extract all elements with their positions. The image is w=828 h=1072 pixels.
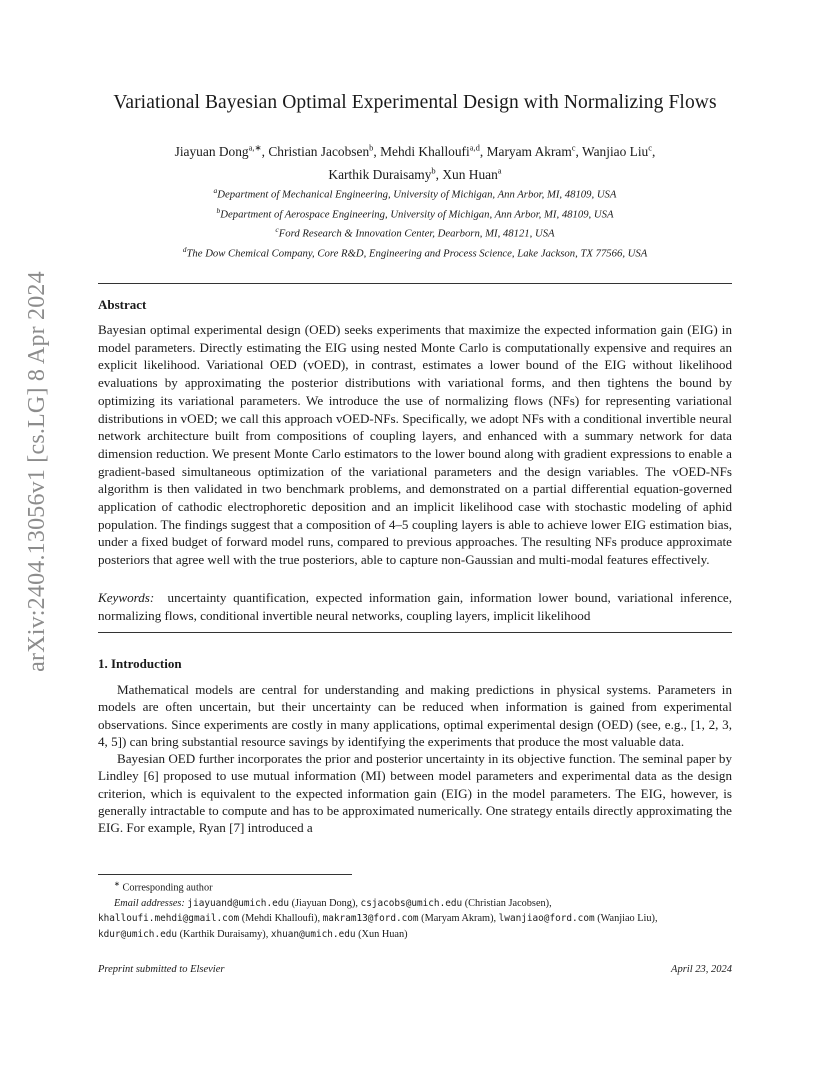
email-link[interactable]: kdur@umich.edu	[98, 928, 178, 940]
email-link[interactable]: khalloufi.mehdi@gmail.com	[98, 913, 240, 925]
email-entry: xhuan@umich.edu (Xun Huan)	[270, 928, 408, 940]
email-link[interactable]: jiayuand@umich.edu	[187, 897, 290, 909]
keywords-text: uncertainty quantification, expected information gain, information lower bound, variational inference, normalizing flows, conditional invertible neural networks, coupling layers, implicit likelihood	[98, 590, 733, 623]
affiliation-list	[98, 183, 732, 261]
abstract-bottom-rule	[98, 632, 732, 633]
abstract-text: Bayesian optimal experimental design (OED) seeks experiments that maximize the expected information gain (EIG) in model parameters. Directly estimating the EIG using nested Monte Carlo is computationally expensive and requires an explicit likelihood. Variational OED (vOED), in contrast, estimates a lower bound of the EIG without likelihood evaluations by approximating the posterior distributions with variational forms, and then tightens the bound by optimizing its variational parameters. We introduce the use of normalizing flows (NFs) for representing variational distributions in vOED; we call this approach vOED-NFs. Specifically, we adopt NFs with a conditional invertible neural network architecture built from compositions of coupling layers, and enhanced with a summary network for data dimension reduction. We present Monte Carlo estimators to the lower bound along with gradient expressions to enable a gradient-based simultaneous optimization of the variational parameters and the design variables. The vOED-NFs algorithm is then validated in two benchmark problems, and demonstrated on a partial differential equation-governed application of cathodic electrophoretic deposition and an implicit likelihood case with stochastic modeling of aphid population. The findings suggest that a composition of 4–5 coupling layers is able to achieve lower EIG estimation bias, under a fixed budget of forward model runs, compared to previous approaches. The resulting NFs produce approximate posteriors that agree well with the true posteriors, able to capture non-Gaussian and multi-modal features effectively.	[98, 322, 732, 568]
email-link[interactable]: makram13@ford.com	[322, 913, 419, 925]
email-entry: csjacobs@umich.edu (Christian Jacobsen),	[360, 897, 552, 909]
paragraph: Mathematical models are central for understanding and making predictions in physical systems. Parameters in models are often uncertain, but their uncertainty can be reduced when information is gained from experimental observations. Since experiments are costly in many applications, optimal experimental design (OED) (see, e.g., [1, 2, 3, 4, 5]) can bring substantial resource savings by identifying the experiments that produce the most valuable data.	[98, 682, 732, 749]
email-entry: makram13@ford.com (Maryam Akram),	[322, 913, 499, 925]
email-entry: khalloufi.mehdi@gmail.com (Mehdi Khalloufi),	[98, 913, 323, 925]
paragraph: Bayesian OED further incorporates the prior and posterior uncertainty in its objective function. The seminal paper by Lindley [6] proposed to use mutual information (MI) between model parameters and experimental data as the design criterion, which is equivalent to the expected information gain (EIG) in the model parameters. The EIG, however, is generally intractable to compute and has to be approximated numerically. One strategy entails directly approximating the EIG. For example, Ryan [7] introduced a	[98, 751, 732, 836]
introduction-body	[98, 681, 732, 837]
abstract-top-rule	[98, 283, 732, 284]
email-entry: lwanjiao@ford.com (Wanjiao Liu),	[498, 913, 658, 925]
section-heading: 1. Introduction	[98, 656, 182, 671]
email-link[interactable]: csjacobs@umich.edu	[360, 897, 463, 909]
email-link[interactable]: xhuan@umich.edu	[270, 928, 356, 940]
affiliation: $^b$Department of Aerospace Engineering, University of Michigan, Ann Arbor, MI, 48109, USA	[216, 205, 614, 221]
author: Karthik Duraisamy$^b$,	[328, 165, 443, 182]
email-entry: jiayuand@umich.edu (Jiayuan Dong),	[187, 897, 361, 909]
author: Jiayuan Dong$^{a,∗}$,	[174, 143, 269, 160]
corresponding-author-note: ∗ Corresponding author	[114, 880, 213, 894]
author: Mehdi Khalloufi$^{a,d}$,	[380, 143, 487, 160]
affiliation: $^a$Department of Mechanical Engineering, University of Michigan, Ann Arbor, MI, 48109, USA	[213, 186, 617, 201]
email-list: Email addresses: jiayuand@umich.edu (Jiayuan Dong), csjacobs@umich.edu (Christian Jacobsen), khalloufi.mehdi@gmail.com (Mehdi Khalloufi), makram13@ford.com (Maryam Akram), lwanjiao@ford.com (Wanjiao Liu), kdur@umich.edu (Karthik Duraisamy), xhuan@umich.edu (Xun Huan)	[98, 897, 658, 940]
arxiv-sidebar-stamp	[22, 271, 52, 672]
affiliation: $^c$Ford Research & Innovation Center, Dearborn, MI, 48121, USA	[275, 225, 555, 240]
author: Wanjiao Liu$^c$,	[582, 143, 656, 160]
abstract-heading: Abstract	[98, 297, 147, 312]
affiliation: $^d$The Dow Chemical Company, Core R&D, Engineering and Process Science, Lake Jackson, TX 77566, USA	[182, 244, 648, 260]
keywords	[98, 589, 732, 624]
arxiv-identifier: arXiv:2404.13056v1 [cs.LG] 8 Apr 2024	[23, 271, 50, 672]
email-entry: kdur@umich.edu (Karthik Duraisamy),	[98, 928, 271, 940]
author-list	[98, 139, 732, 184]
footnote	[98, 877, 732, 942]
email-link[interactable]: lwanjiao@ford.com	[498, 913, 595, 925]
footer-preprint-note: Preprint submitted to Elsevier	[98, 964, 225, 975]
footnote-rule	[98, 874, 352, 875]
footer-date: April 23, 2024	[671, 964, 732, 975]
author: Xun Huan$^a$	[442, 165, 502, 182]
keywords-label: Keywords:	[98, 590, 155, 605]
author: Christian Jacobsen$^b$,	[268, 143, 381, 160]
paper-title: Variational Bayesian Optimal Experimental Design with Normalizing Flows	[113, 92, 717, 113]
author: Maryam Akram$^c$,	[486, 143, 583, 160]
